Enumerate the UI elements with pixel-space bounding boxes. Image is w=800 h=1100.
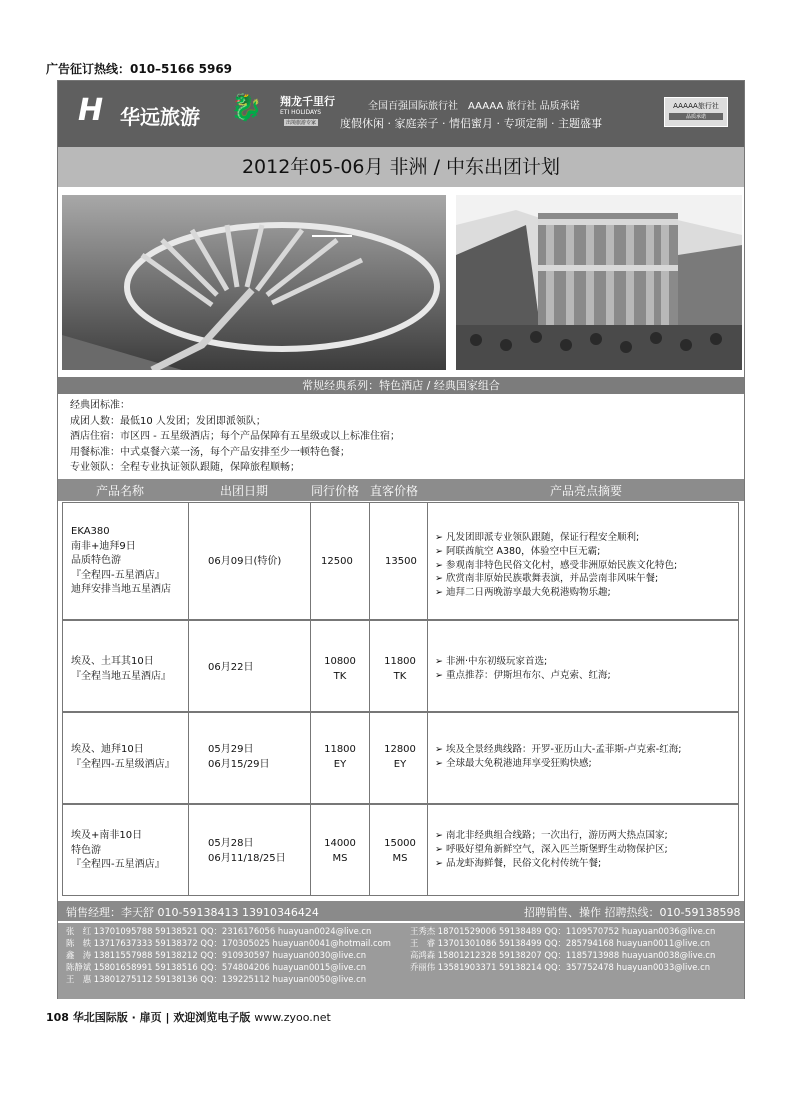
table-header bbox=[58, 479, 744, 501]
staff-contact: 王 睿 13701301086 59138499 QQ：285794168 huayuan0011@live.cn bbox=[410, 938, 711, 948]
departure-date: 06月22日 bbox=[208, 662, 254, 673]
direct-price: 12800 EY bbox=[384, 744, 416, 770]
staff-contact: 王秀杰 18701529006 59138489 QQ：1109570752 huayuan0036@live.cn bbox=[410, 926, 716, 936]
eti-english-name: ETI HOLIDAYS bbox=[280, 109, 322, 116]
footer-separator: | bbox=[165, 1011, 170, 1024]
standard-hotel: 酒店住宿：市区四 - 五星级酒店；每个产品保障有五星级或以上标准住宿； bbox=[70, 431, 400, 442]
standard-meals: 用餐标准：中式桌餐六菜一汤，每个产品安排至少一顿特色餐； bbox=[70, 446, 350, 458]
badge-bottom-text: 品质承诺 bbox=[669, 113, 723, 120]
brand-name: 华远旅游 bbox=[120, 105, 200, 129]
staff-contact: 陈静斌 15801658991 59138516 QQ：574804206 huayuan0015@live.cn bbox=[66, 962, 367, 972]
footer-slogan: 欢迎浏览电子版 bbox=[173, 1011, 251, 1024]
header-peer-price: 同行价格 bbox=[311, 484, 360, 498]
huayuan-logo-mark: H bbox=[78, 93, 100, 128]
peer-price: 10800 TK bbox=[324, 656, 356, 682]
table-row bbox=[62, 502, 739, 620]
departure-date: 05月29日 06月15/29日 bbox=[208, 744, 270, 770]
standards-heading: 经典团标准： bbox=[70, 400, 130, 411]
product-name: 埃及、迪拜10日 『全程四-五星级酒店』 bbox=[71, 744, 175, 770]
highlights-list: ➢ 埃及全景经典线路：开罗-亚历山大-孟菲斯-卢克索-红海; ➢ 全球最大免税港迪拜享受狂购快感; bbox=[435, 743, 681, 771]
staff-contact: 高鸿森 15801212328 59138207 QQ：1185713988 huayuan0038@live.cn bbox=[410, 950, 716, 960]
table-row bbox=[62, 804, 739, 896]
ad-frame bbox=[57, 80, 745, 999]
staff-directory bbox=[58, 923, 744, 999]
direct-price: 15000 MS bbox=[384, 838, 416, 864]
direct-price: 13500 bbox=[385, 556, 417, 567]
staff-contact: 鑫 涛 13811557988 59138212 QQ：910930597 huayuan0030@live.cn bbox=[66, 950, 367, 960]
staff-contact: 乔丽伟 13581903371 59138214 QQ：357752478 huayuan0033@live.cn bbox=[410, 962, 711, 972]
staff-contact: 王 惠 13801275112 59138136 QQ：139225112 huayuan0050@live.cn bbox=[66, 974, 367, 984]
peer-price: 14000 MS bbox=[324, 838, 356, 864]
ad-hotline: 广告征订热线：010–5166 5969 bbox=[46, 62, 233, 76]
banner-tagline-1: 全国百强国际旅行社 AAAAA 旅行社 品质承诺 bbox=[368, 101, 580, 112]
page-footer bbox=[46, 1009, 331, 1025]
recruit-hotline: 招聘销售、操作 招聘热线：010-59138598 bbox=[524, 906, 741, 919]
staff-contact: 张 红 13701095788 59138521 QQ：2316176056 huayuan0024@live.cn bbox=[66, 926, 372, 936]
eti-chinese-name: 翔龙千里行 bbox=[280, 95, 335, 108]
highlights-list: ➢ 凡发团即派专业领队跟随，保证行程安全顺利; ➢ 阿联酋航空 A380，体验空中巨无霸; ➢ 参观南非特色民俗文化村，感受非洲原始民族文化特色; ➢ 欣赏南非原始民族歌舞表演，并品尝南非风味午餐; ➢ 迪拜二日两晚游享最大免税港购物乐趣; bbox=[435, 531, 677, 600]
header-departure-date: 出团日期 bbox=[220, 484, 269, 498]
departure-date: 05月28日 06月11/18/25日 bbox=[208, 838, 286, 864]
departure-date: 06月09日(特价) bbox=[208, 556, 282, 567]
staff-list-left bbox=[66, 925, 391, 985]
peer-price: 11800 EY bbox=[324, 744, 356, 770]
product-name: EKA380 南非+迪拜9日 品质特色游 『全程四-五星酒店』 迪拜安排当地五星酒店 bbox=[71, 526, 171, 595]
website-link[interactable]: www.zyoo.net bbox=[254, 1011, 331, 1024]
product-name: 埃及+南非10日 特色游 『全程四-五星酒店』 bbox=[71, 830, 165, 870]
table-row bbox=[62, 620, 739, 712]
badge-top-text: AAAAA旅行社 bbox=[673, 102, 719, 110]
sales-manager: 销售经理：李天舒 010-59138413 13910346424 bbox=[66, 906, 319, 919]
table-row bbox=[62, 712, 739, 804]
product-name: 埃及、土耳其10日 『全程当地五星酒店』 bbox=[71, 656, 171, 682]
standard-guide: 专业领队：全程专业执证领队跟随，保障旅程顺畅； bbox=[70, 462, 300, 473]
direct-price: 11800 TK bbox=[384, 656, 416, 682]
staff-contact: 陈 轶 13717637333 59138372 QQ：170305025 huayuan0041@hotmail.com bbox=[66, 938, 391, 948]
page-title: 2012年05-06月 非洲 / 中东出团计划 bbox=[58, 147, 744, 187]
staff-list-right bbox=[410, 925, 715, 973]
header-direct-price: 直客价格 bbox=[370, 484, 419, 498]
palm-island-photo bbox=[62, 195, 446, 370]
peer-price: 12500 bbox=[321, 556, 353, 567]
standard-group-size: 成团人数：最低10 人发团；发团即派领队； bbox=[70, 415, 266, 427]
contact-bar bbox=[58, 901, 744, 921]
header-product-name: 产品名称 bbox=[96, 484, 145, 498]
series-bar: 常规经典系列：特色酒店 / 经典国家组合 bbox=[58, 377, 744, 394]
page-number: 108 bbox=[46, 1011, 69, 1024]
eti-subtitle: 出境旅游专家 bbox=[286, 120, 317, 126]
edition-name: 华北国际版 · 扉页 bbox=[72, 1011, 162, 1024]
tour-standards bbox=[70, 398, 400, 476]
highlights-list: ➢ 非洲·中东初级玩家首选; ➢ 重点推荐：伊斯坦布尔、卢克索、红海; bbox=[435, 655, 611, 683]
aaaaa-badge bbox=[664, 97, 728, 127]
header-banner bbox=[58, 81, 744, 147]
highlights-list: ➢ 南北非经典组合线路；一次出行，游历两大热点国家; ➢ 呼吸好望角新鲜空气，深入匹兰斯堡野生动物保护区; ➢ 品龙虾海鲜餐，民俗文化村传统午餐; bbox=[435, 829, 668, 870]
dragon-icon: 🐉 bbox=[230, 93, 263, 123]
ephesus-library-photo bbox=[456, 195, 742, 370]
banner-tagline-2: 度假休闲 · 家庭亲子 · 情侣蜜月 · 专项定制 · 主题盛事 bbox=[340, 117, 602, 130]
header-highlights: 产品亮点摘要 bbox=[550, 484, 623, 498]
